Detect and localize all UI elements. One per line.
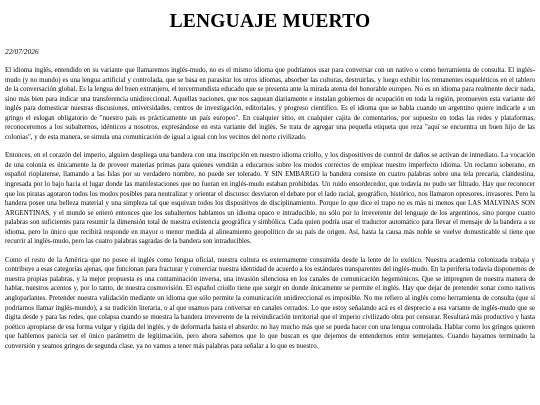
document-title: LENGUAJE MUERTO [169,11,371,32]
body-paragraph-1: El idioma inglés, entendido en su variante que llamaremos inglés-mudo, no es el mismo idioma que podríamos usar para conversar con un nativo o como herramienta de consulta. El inglés-mudo (y no mundo) es una lengua artificial y controlada, que se basa en parasitar los otros idiomas, absorber las culturas, destruirlas, y luego exhibir los remanentes esqueléticos en el tablero de la conversación global. Es la lengua del buen extranjero, el tercermundista educado que se presenta ante la mirada atenta del honorable europeo. No es un idioma para realmente decir nada, sino más bien para indicar una transferencia unidireccional. Aquellas naciones, que nos saquean diariamente e instalan gobiernos de ocupación en toda la región, promueven esta variante del inglés para domesticar nuestras discusiones, universidades, centros de investigación, editoriales, y progreso científico. Es el idioma que se habla cuando un argentino quiere indicarle a un gringo el eslogan obligatorio de "nuestro país es prácticamente un país europeo". En cualquier sitio, en cualquier cajita de comentarios, por supuesto en todas las redes y plataformas, reconoceremos a los subalternos, idénticos a nosotros, expresándose en esta variante del inglés. Se trata de agregar una pequeña etiqueta que reza "aquí se encuentra un buen hijo de las colonias", y de esta manera, se simula una comunicación de igual a igual con los vecinos del norte civilizado. [5,67,535,141]
body-paragraph-2: Entonces, en el corazón del imperio, alguien despliega una bandera con una inscripción en nuestro idioma criollo, y los dispositivos de control de daños se activan de inmediato. La vocación de una colonia es únicamente la de proveer materias primas para quienes vendrán a educarnos sobre los modos correctos de emplear nuestro imperfecto idioma. Un reclamo soberano, en español rioplatense, llamando a las Islas por su verdadero nombre, no puede ser tolerado. Y SIN EMBARGO la bandera consiste en cuatro palabras sobre una tela precaria, clandestina, ingresada por lo bajo hacia el lugar donde las manifestaciones que no fueran en inglés-mudo estaban prohibidas. Un ruido ensordecedor, que todavía no pudo ser filtrado. Hay que reconocer que los piratas agotaron todos los modos posibles para neutralizar y orientar el discurso: desviaron el debate por el lado racial, geográfico, histórico, nos llamaron opresores, invasores. Pero la bandera posee una belleza material y una simpleza tal que esquivan todos los dispositivos de disciplinamiento. Porque lo que dice el trapo no es más ni menos que LAS MALVINAS SON ARGENTINAS, y el mundo se enteró entonces que los subalternos hablamos un idioma opaco e intraducible, no sólo por lo irreverente del lenguaje de los argentinos, sino porque cuatro palabras son suficientes para resumir la dimensión total de nuestra existencia geográfica y simbólica. Cada quien podría usar el traductor automático para llevar el mensaje de la bandera a su idioma, pero lo único que recibirá responde en mayor o menor medida al alineamiento geopolítico de su país de origen. Así, hasta la causa más noble se vuelve domesticable si tiene que recurrir al inglés-mudo, pero las cuatro palabras sagradas de la bandera son intraducibles. [5,152,535,246]
body-paragraph-3: Como el resto de la América que no posee el inglés como lengua oficial, nuestra cultura es externamente consumida desde la lente de lo exótico. Nuestra academia colonizada trabaja y contribuye a esas categorías ajenas, que funcionan para fracturar y comerciar nuestra identidad de acuerdo a los estándares transparentes del inglés-mudo. En la periferia todavía disponemos de nuestra propias palabras, y la mejor propuesta es una contaminación inversa, una invasión silenciosa en los canales de comunicación hegemónicos. Que se impregnen de nuestra manera de hablar, nuestros acentos y, por lo tanto, de nuestra cosmovisión. El español criollo tiene que surgir en donde únicamente se permite el inglés. Hay que dejar de pretender sonar como nativos angloparlantes. Pretender nuestra validación mediante un idioma que sólo permite la comunicación unidireccional es imposible. No me refiero al inglés como herramienta de consulta (que sí podríamos llamar inglés-mundo), a su tradición literaria, o al que usamos para conversar en canales cerrados. Lo que estoy señalando acá es el desprecio a esa variante de inglés-mudo que se digita desde y para las redes, que colapsa cuando se muestra la bandera irreverente de la reivindicación territorial que el imperio civilizado obra por censurar. Resultará más productivo y hasta poético apropiarse de esa forma vulgar y rígida del inglés, y de deformarla hasta el absurdo: no hay mucho más que se pueda hacer con una lengua controlada. Hablar como los gringos quieren que hablemos parecía ser el único parámetro de legitimación, pero ahora sabemos que lo que buscan es que dejemos de entendernos entre semejantes. Cuando hayamos terminado la conversión y seamos gringos de segunda clase, ya no vamos a tener más palabras para señalar a lo que es nuestro. [5,256,535,350]
publication-date: 22/07/2026 [5,47,39,56]
